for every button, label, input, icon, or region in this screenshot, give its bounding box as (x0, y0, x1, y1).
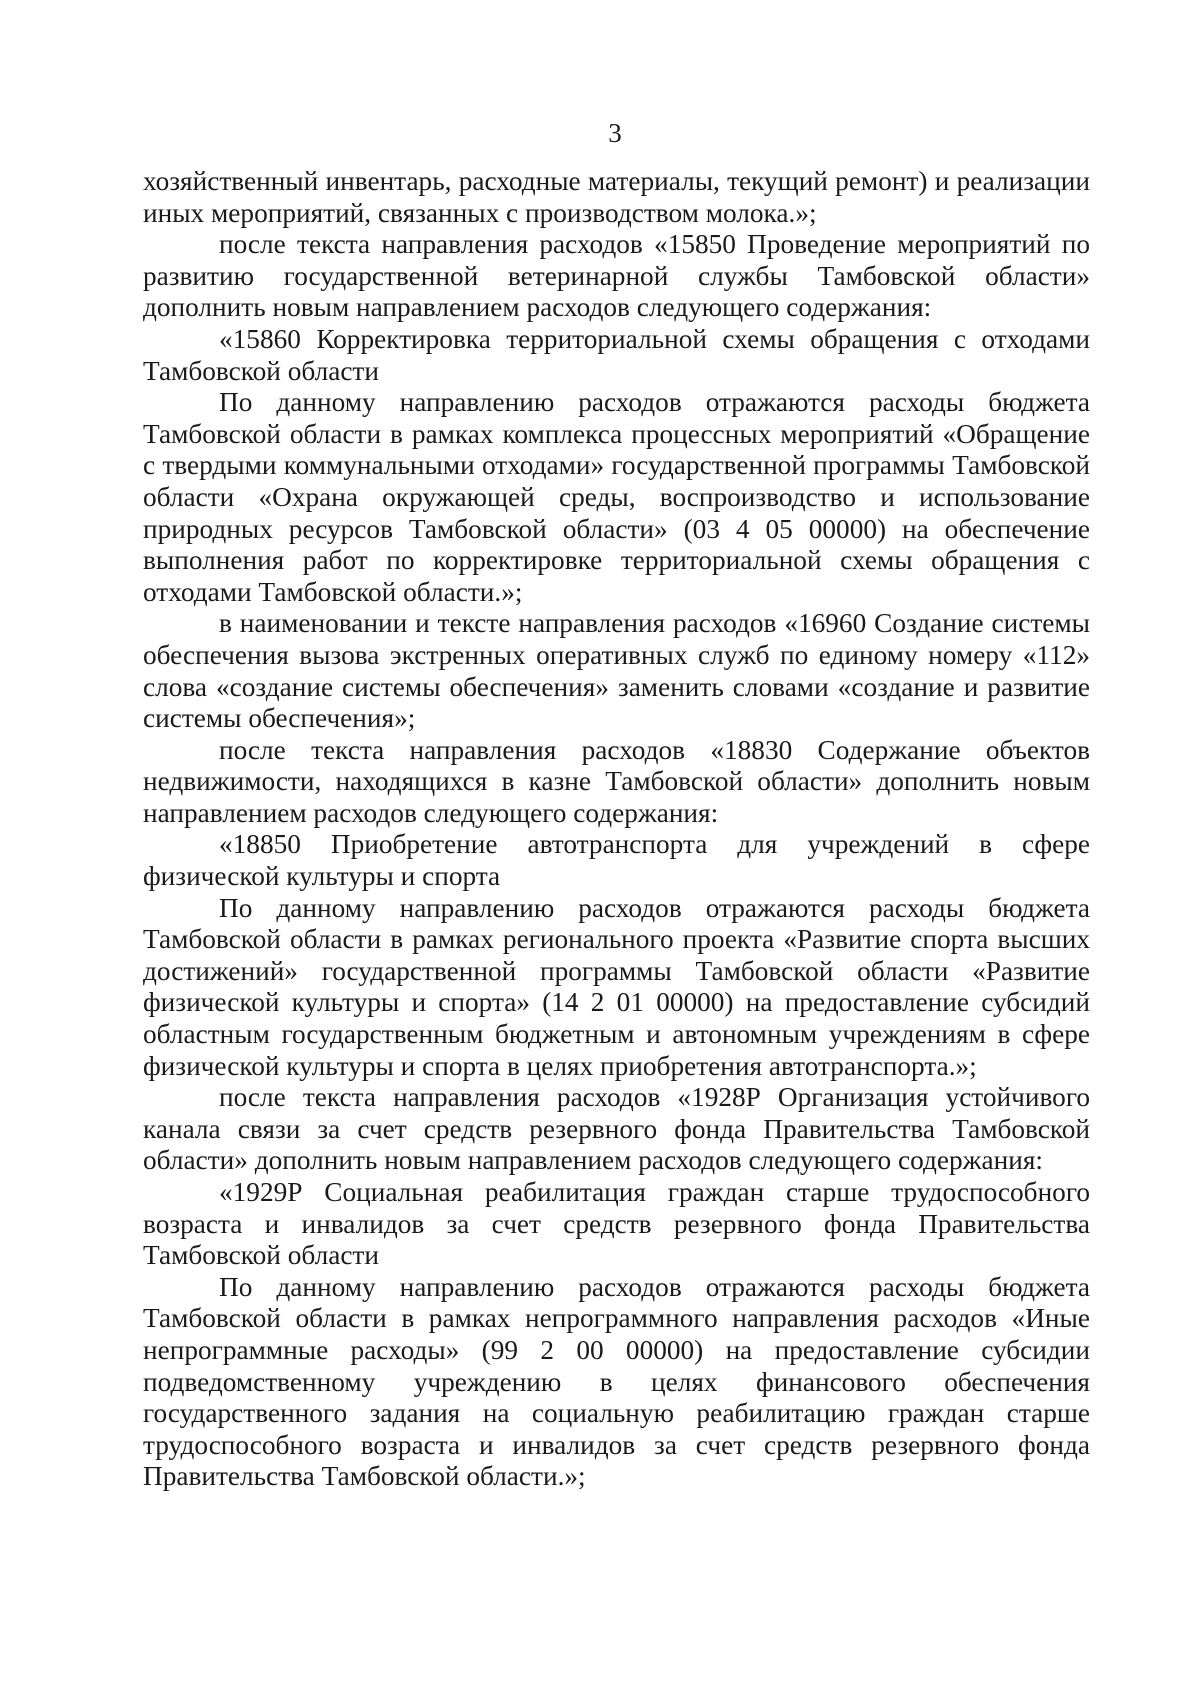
paragraph-3: «15860 Корректировка территориальной схемы обращения с отходами Тамбовской области (143, 323, 1090, 386)
paragraph-7: «18850 Приобретение автотранспорта для учреждений в сфере физической культуры и спорта (143, 829, 1090, 892)
paragraph-1: хозяйственный инвентарь, расходные материалы, текущий ремонт) и реализации иных мероприятий, связанных с производством молока.»; (143, 166, 1090, 228)
paragraph-11: По данному направлению расходов отражаются расходы бюджета Тамбовской области в рамках непрограммного направления расходов «Иные непрограммные расходы» (99 2 00 00000) на предоставление субсидии подведомственному учреждению в целях финансового обеспечения государственного задания на социальную реабилитацию граждан старше трудоспособного возраста и инвалидов за счет средств резервного фонда Правительства Тамбовской области.»; (143, 1271, 1090, 1492)
document-body (143, 166, 1090, 1493)
paragraph-5: в наименовании и тексте направления расходов «16960 Создание системы обеспечения вызова экстренных оперативных служб по единому номеру «112» слова «создание системы обеспечения» заменить словами «создание и развитие системы обеспечения»; (143, 608, 1090, 734)
paragraph-2: после текста направления расходов «15850 Проведение мероприятий по развитию государственной ветеринарной службы Тамбовской области» дополнить новым направлением расходов следующего содержания: (143, 229, 1090, 323)
paragraph-4: По данному направлению расходов отражаются расходы бюджета Тамбовской области в рамках комплекса процессных мероприятий «Обращение с твердыми коммунальными отходами» государственной программы Тамбовской области «Охрана окружающей среды, воспроизводство и использование природных ресурсов Тамбовской области» (03 4 05 00000) на обеспечение выполнения работ по корректировке территориальной схемы обращения с отходами Тамбовской области.»; (143, 387, 1090, 607)
page-number: 3 (608, 118, 622, 148)
paragraph-6: после текста направления расходов «18830 Содержание объектов недвижимости, находящихся в казне Тамбовской области» дополнить новым направлением расходов следующего содержания: (143, 734, 1090, 828)
paragraph-8: По данному направлению расходов отражаются расходы бюджета Тамбовской области в рамках регионального проекта «Развитие спорта высших достижений» государственной программы Тамбовской области «Развитие физической культуры и спорта» (14 2 01 00000) на предоставление субсидий областным государственным бюджетным и автономным учреждениям в сфере физической культуры и спорта в целях приобретения автотранспорта.»; (143, 892, 1090, 1081)
paragraph-9: после текста направления расходов «1928Р Организация устойчивого канала связи за счет средств резервного фонда Правительства Тамбовской области» дополнить новым направлением расходов следующего содержания: (143, 1082, 1090, 1176)
paragraph-10: «1929Р Социальная реабилитация граждан старше трудоспособного возраста и инвалидов за счет средств резервного фонда Правительства Тамбовской области (143, 1177, 1090, 1271)
